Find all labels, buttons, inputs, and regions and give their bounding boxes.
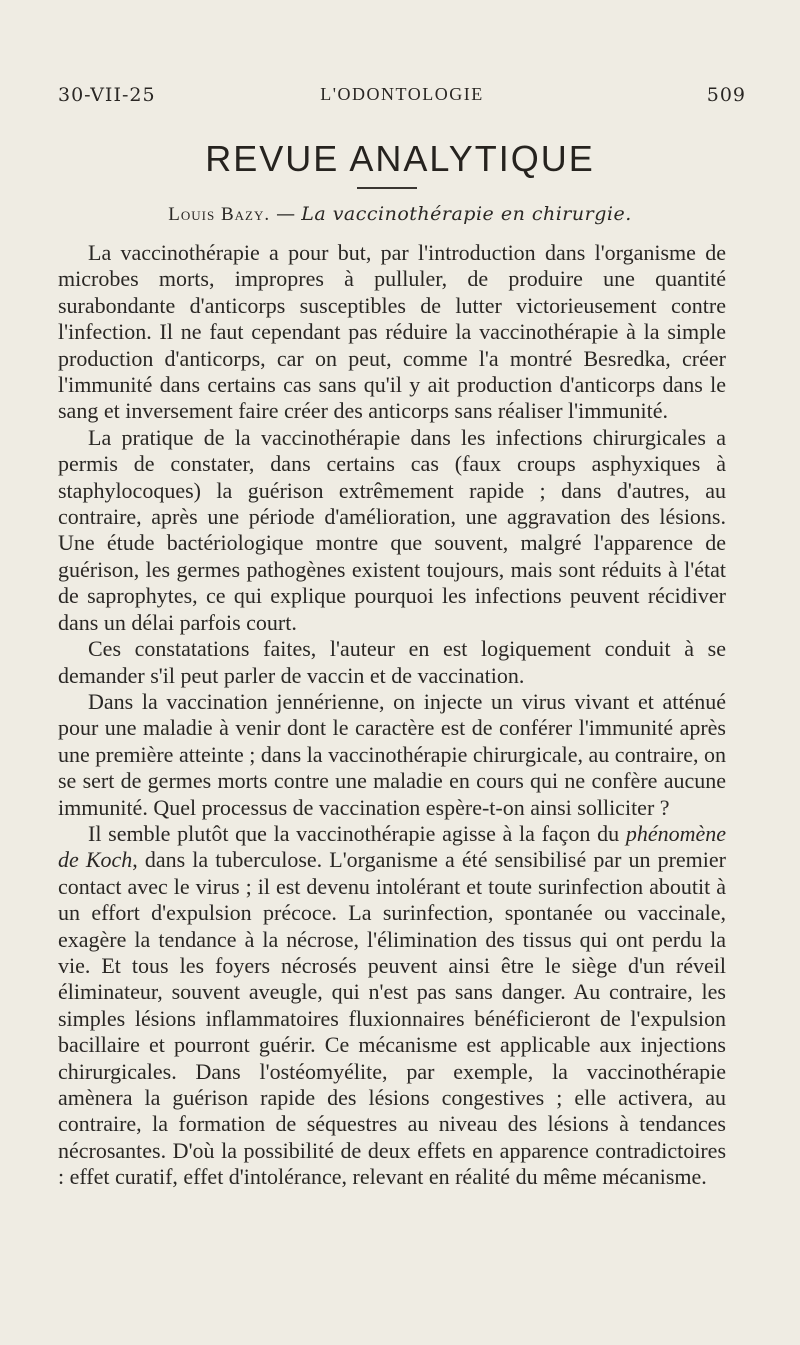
- title-rule: [357, 187, 417, 189]
- journal-name: L'ODONTOLOGIE: [320, 84, 484, 104]
- page-number: 509: [706, 84, 746, 106]
- article-body: [58, 240, 726, 1191]
- paragraph-5: [58, 821, 726, 1191]
- section-title: REVUE ANALYTIQUE: [205, 138, 595, 179]
- koch-phenomenon-term: phénomène de Koch: [58, 820, 726, 873]
- paragraph-5-start: Il semble plutôt que la vaccinothérapie agisse à la façon du: [88, 820, 626, 846]
- paragraph-3: Ces constatations faites, l'auteur en est logiquement conduit à se demander s'il peut parler de vaccin et de vaccination.: [58, 636, 726, 688]
- author-name: Louis Bazy.: [168, 204, 271, 225]
- paragraph-2: La pratique de la vaccinothérapie dans les infections chirurgicales a permis de constater, dans certains cas (faux croups asphyxiques à staphylocoques) la guérison extrêmement rapide ; dans d'autres, au contraire, après une période d'amélioration, une aggravation des lésions. Une étude bactériologique montre que souvent, malgré l'apparence de guérison, les germes pathogènes existent toujours, mais sont réduits à l'état de saprophytes, ce qui explique pourquoi les infections peuvent récidiver dans un délai parfois court.: [58, 424, 726, 635]
- article-byline: [0, 203, 800, 226]
- paragraph-4: Dans la vaccination jennérienne, on injecte un virus vivant et atténué pour une maladie à venir dont le caractère est de conférer l'immunité après une première atteinte ; dans la vaccinothérapie chirurgicale, au contraire, on se sert de germes morts contre une maladie en cours qui ne confère aucune immunité. Quel processus de vaccination espère-t-on ainsi solliciter ?: [58, 688, 726, 820]
- paragraph-1: La vaccinothérapie a pour but, par l'introduction dans l'organisme de microbes morts, impropres à pulluler, de produire une quantité surabondante d'anticorps susceptibles de lutter victorieusement contre l'infection. Il ne faut cependant pas réduire la vaccinothérapie à la simple production d'anticorps, car on peut, comme l'a montré Besredka, créer l'immunité dans certains cas sans qu'il y ait production d'anticorps dans le sang et inversement faire créer des anticorps sans réaliser l'immunité.: [58, 240, 726, 424]
- issue-date: 30-VII-25: [58, 84, 156, 106]
- running-head: [58, 84, 746, 112]
- byline-dash: —: [270, 203, 302, 225]
- paragraph-5-rest: , dans la tuberculose. L'organisme a été sensibilisé par un premier contact avec le virus ; il est devenu intolérant et toute surinfection aboutit à un effort d'expulsion précoce. La surinfection, spontanée ou vaccinale, exagère la tendance à la nécrose, l'élimination des tissus qui ont perdu la vie. Et tous les foyers nécrosés peuvent ainsi être le siège d'un réveil éliminateur, souvent aveugle, qui n'est pas sans danger. Au contraire, les simples lésions inflammatoires fluxionnaires bénéficieront de l'expulsion bacillaire et pourront guérir. Ce mécanisme est applicable aux injections chirurgicales. Dans l'ostéomyélite, par exemple, la vaccinothérapie amènera la guérison rapide des lésions congestives ; elle activera, au contraire, la formation de séquestres au niveau des lésions à tendances nécrosantes. D'où la possibilité de deux effets en apparence contradictoires : effet curatif, effet d'intolérance, relevant en réalité du même mécanisme.: [58, 847, 726, 1190]
- work-title: La vaccinothérapie en chirurgie.: [301, 203, 632, 225]
